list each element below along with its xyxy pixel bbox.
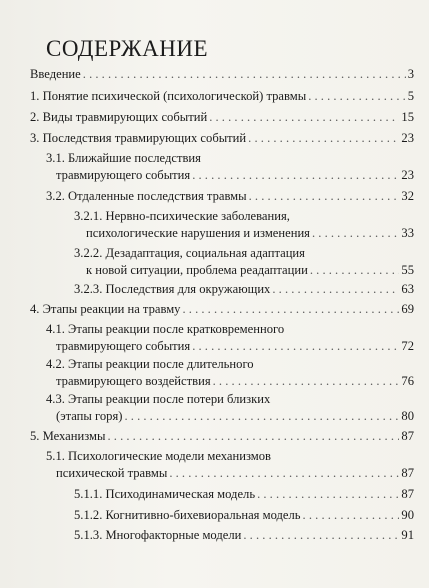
leader-dots — [243, 527, 399, 544]
toc-entry-chapter-4[interactable] — [30, 301, 414, 318]
toc-page-number: 87 — [401, 466, 414, 480]
toc-page-number: 15 — [401, 110, 414, 124]
toc-entry-first-line: 5.1. Психологические модели механизмов — [46, 449, 271, 463]
toc-entry-text: 5. Механизмы — [30, 429, 106, 443]
leader-dots — [213, 373, 400, 390]
leader-dots — [83, 66, 406, 83]
leader-dots — [209, 109, 399, 126]
toc-entry-text: 1. Понятие психической (психологической) травмы — [30, 89, 307, 103]
leader-dots — [308, 88, 406, 105]
toc-entry-section-5-1[interactable] — [46, 448, 414, 482]
leader-dots — [107, 428, 399, 445]
toc-entry-text: к новой ситуации, проблема реадаптации — [86, 263, 308, 277]
toc-page-number: 91 — [401, 528, 414, 542]
toc-page-number: 69 — [401, 302, 414, 316]
toc-page-number: 76 — [401, 374, 414, 388]
leader-dots — [192, 338, 399, 355]
toc-entry-section-3-2[interactable] — [46, 188, 414, 205]
leader-dots — [272, 281, 399, 298]
toc-entry-section-4-1[interactable] — [46, 321, 414, 355]
toc-page-number: 63 — [401, 282, 414, 296]
toc-entry-section-3-2-2[interactable] — [74, 245, 414, 279]
page-title: СОДЕРЖАНИЕ — [46, 36, 209, 61]
toc-entry-text: травмирующего события — [56, 339, 191, 353]
toc-entry-text: 3. Последствия травмирующих событий — [30, 131, 247, 145]
toc-page-number: 23 — [401, 131, 414, 145]
toc-entry-first-line: 4.2. Этапы реакции после длительного — [46, 357, 254, 371]
toc-entry-text: 5.1.3. Многофакторные модели — [74, 528, 242, 542]
toc-entry-text: 3.2.3. Последствия для окружающих — [74, 282, 271, 296]
toc-entry-section-5-1-1[interactable] — [74, 486, 414, 503]
toc-entry-section-5-1-2[interactable] — [74, 507, 414, 524]
toc-page-number: 87 — [401, 429, 414, 443]
toc-entry-section-4-3[interactable] — [46, 391, 414, 425]
toc-entry-intro[interactable] — [30, 66, 414, 83]
toc-entry-section-5-1-3[interactable] — [74, 527, 414, 544]
toc-entry-section-4-2[interactable] — [46, 356, 414, 390]
toc-entry-chapter-5[interactable] — [30, 428, 414, 445]
toc-entry-text: (этапы горя) — [56, 409, 123, 423]
leader-dots — [192, 167, 399, 184]
toc-page-number: 80 — [401, 409, 414, 423]
toc-page-number: 5 — [407, 89, 414, 103]
leader-dots — [303, 507, 400, 524]
toc-entry-section-3-2-3[interactable] — [74, 281, 414, 298]
toc-entry-text: 3.2. Отдаленные последствия травмы — [46, 189, 247, 203]
toc-entry-section-3-2-1[interactable] — [74, 208, 414, 242]
toc-entry-text: 4. Этапы реакции на травму — [30, 302, 181, 316]
leader-dots — [182, 301, 399, 318]
leader-dots — [124, 408, 399, 425]
toc-entry-text: психологические нарушения и изменения — [86, 226, 310, 240]
toc-entry-first-line: 3.2.2. Дезадаптация, социальная адаптация — [74, 246, 305, 260]
leader-dots — [312, 225, 399, 242]
toc-entry-first-line: 3.2.1. Нервно-психические заболевания, — [74, 209, 290, 223]
leader-dots — [257, 486, 399, 503]
leader-dots — [248, 130, 399, 147]
leader-dots — [249, 188, 400, 205]
toc-entry-chapter-3[interactable] — [30, 130, 414, 147]
toc-entry-text: травмирующего события — [56, 168, 191, 182]
toc-page-number: 23 — [401, 168, 414, 182]
toc-page-number: 72 — [401, 339, 414, 353]
toc-entry-first-line: 4.3. Этапы реакции после потери близких — [46, 392, 271, 406]
toc-entry-section-3-1[interactable] — [46, 150, 414, 184]
toc-page-number: 32 — [401, 189, 414, 203]
toc-entry-chapter-2[interactable] — [30, 109, 414, 126]
leader-dots — [169, 465, 399, 482]
toc-entry-text: травмирующего воздействия — [56, 374, 211, 388]
leader-dots — [310, 262, 400, 279]
toc-entry-first-line: 3.1. Ближайшие последствия — [46, 151, 201, 165]
toc-page-number: 87 — [401, 487, 414, 501]
toc-entry-text: 5.1.2. Когнитивно-бихевиоральная модель — [74, 508, 301, 522]
toc-entry-text: психической травмы — [56, 466, 168, 480]
toc-entry-first-line: 4.1. Этапы реакции после кратковременного — [46, 322, 285, 336]
toc-page-number: 90 — [401, 508, 414, 522]
toc-entry-chapter-1[interactable] — [30, 88, 414, 105]
toc-page-number: 3 — [407, 67, 414, 81]
toc-entry-text: Введение — [30, 67, 81, 81]
toc-page-number: 33 — [401, 226, 414, 240]
toc-page-number: 55 — [401, 263, 414, 277]
toc-entry-text: 2. Виды травмирующих событий — [30, 110, 208, 124]
toc-entry-text: 5.1.1. Психодинамическая модель — [74, 487, 256, 501]
